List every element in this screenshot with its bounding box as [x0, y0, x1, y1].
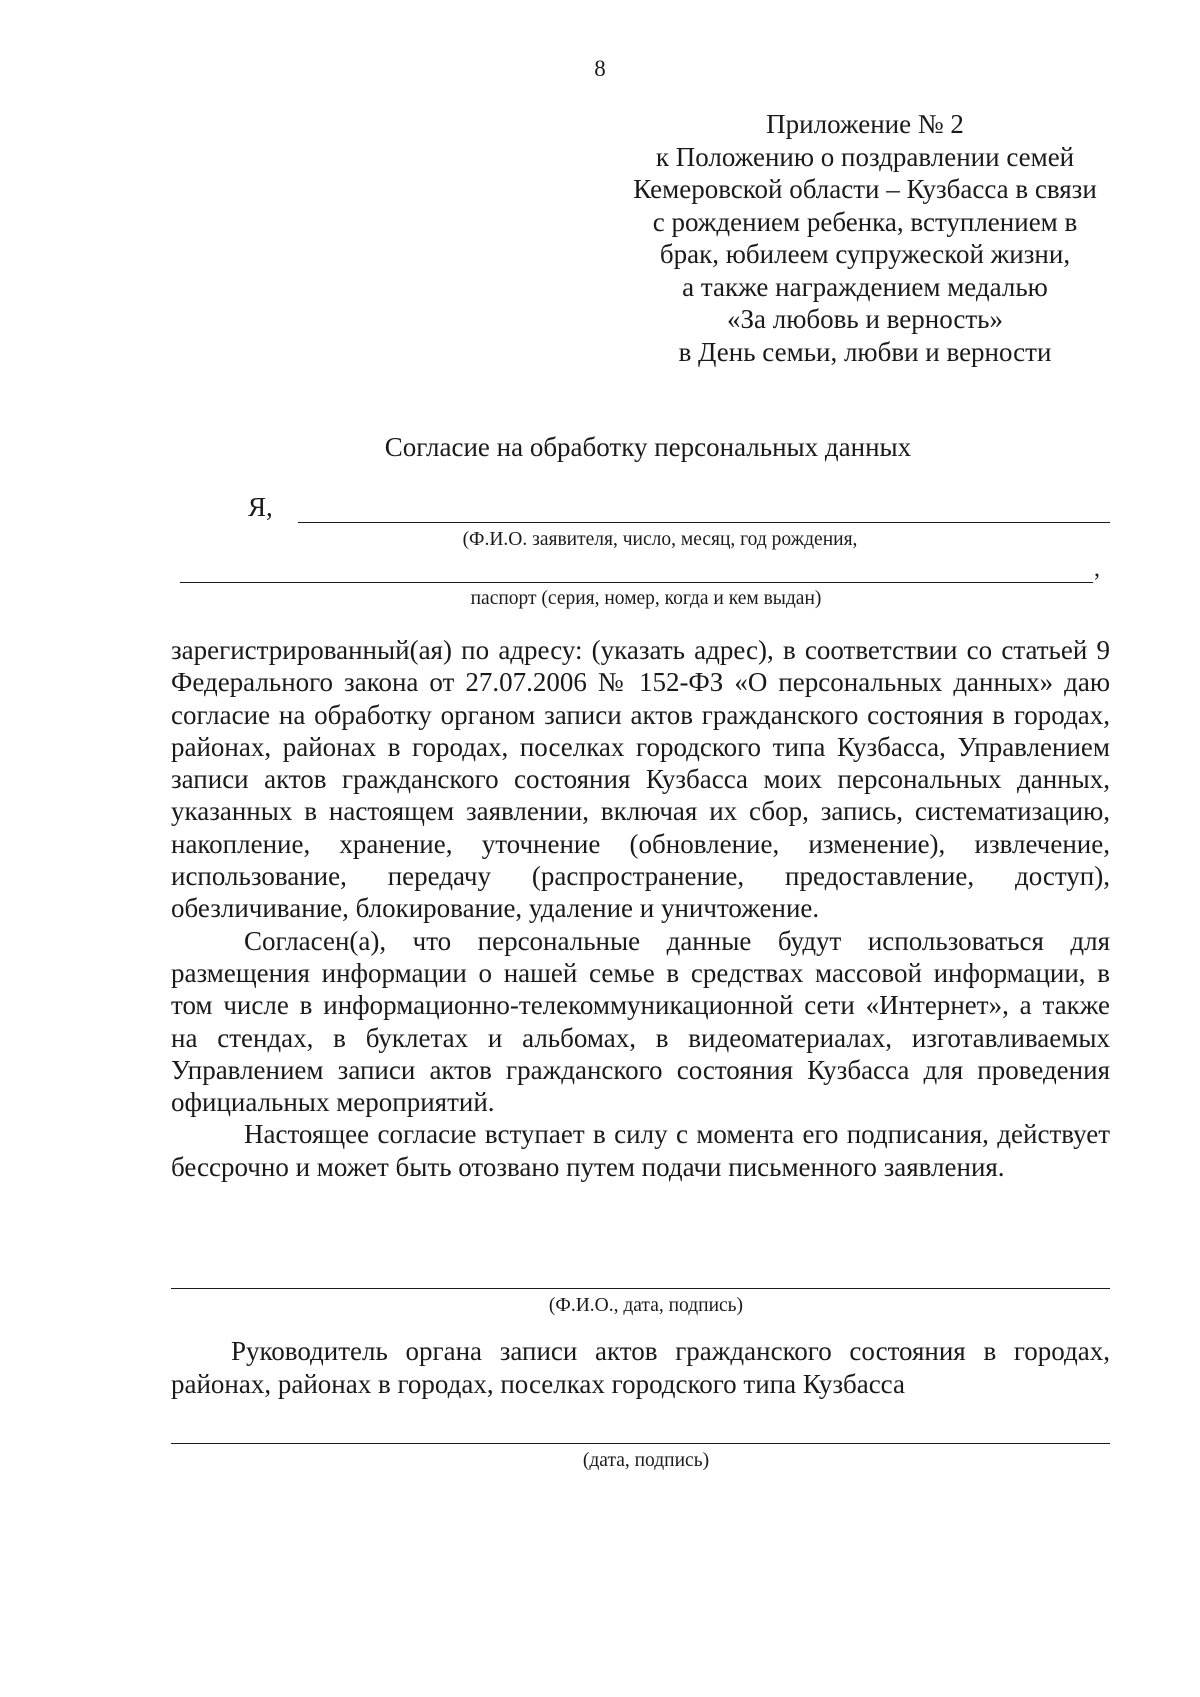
document-title: Согласие на обработку персональных данных	[384, 432, 912, 462]
head-signature-line[interactable]	[171, 1443, 1110, 1444]
applicant-caption-1: (Ф.И.О. заявителя, число, месяц, год рождения,	[462, 529, 858, 550]
applicant-caption-2: паспорт (серия, номер, когда и кем выдан)	[470, 588, 822, 609]
passport-line-comma: ,	[1094, 556, 1100, 582]
appendix-header	[600, 108, 1130, 368]
passport-line[interactable]	[180, 582, 1093, 583]
consent-paragraph: зарегистрированный(ая) по адресу: (указать адрес), в соответствии со статьей 9 Федерального закона от 27.07.2006 № 152-ФЗ «О персональных данных» даю согласие на обработку органом записи актов гражданского состояния в городах, районах, районах в городах, поселках городского типа Кузбасса, Управлением записи актов гражданского состояния Кузбасса моих персональных данных, указанных в настоящем заявлении, включая их сбор, запись, систематизацию, накопление, хранение, уточнение (обновление, изменение), извлечение, использование, передачу (распространение, предоставление, доступ), обезличивание, блокирование, удаление и уничтожение.	[171, 635, 1110, 924]
consent-paragraph: Настоящее согласие вступает в силу с момента его подписания, действует бессрочно и может быть отозвано путем подачи письменного заявления.	[171, 1119, 1110, 1182]
appendix-line: Кемеровской области – Кузбасса в связи	[633, 174, 1097, 204]
consent-paragraph: Согласен(а), что персональные данные будут использоваться для размещения информации о нашей семье в средствах массовой информации, в том числе в информационно-телекоммуникационной сети «Интернет», а также на стендах, в буклетах и альбомах, в видеоматериалах, изготавливаемых Управлением записи актов гражданского состояния Кузбасса для проведения официальных мероприятий.	[171, 925, 1110, 1118]
page-number: 8	[594, 56, 606, 81]
appendix-line: а также награждением медалью	[682, 271, 1048, 302]
signature-caption: (Ф.И.О., дата, подпись)	[548, 1295, 744, 1316]
applicant-signature-line[interactable]	[171, 1288, 1110, 1289]
appendix-line: брак, юбилеем супружеской жизни,	[659, 239, 1071, 269]
consent-body	[171, 634, 1110, 1183]
applicant-prefix: Я,	[248, 492, 273, 522]
appendix-line: с рождением ребенка, вступлением в	[652, 206, 1078, 237]
appendix-line: в День семьи, любви и верности	[678, 336, 1052, 367]
appendix-line: «За любовь и верность»	[727, 304, 1003, 334]
applicant-name-line[interactable]	[298, 522, 1110, 523]
head-signature-caption: (дата, подпись)	[582, 1450, 710, 1471]
appendix-line: Приложение № 2	[766, 109, 964, 139]
appendix-line: к Положению о поздравлении семей	[655, 141, 1075, 172]
head-official-text: Руководитель органа записи актов гражданского состояния в городах, районах, районах в городах, поселках городского типа Кузбасса	[171, 1336, 1110, 1399]
